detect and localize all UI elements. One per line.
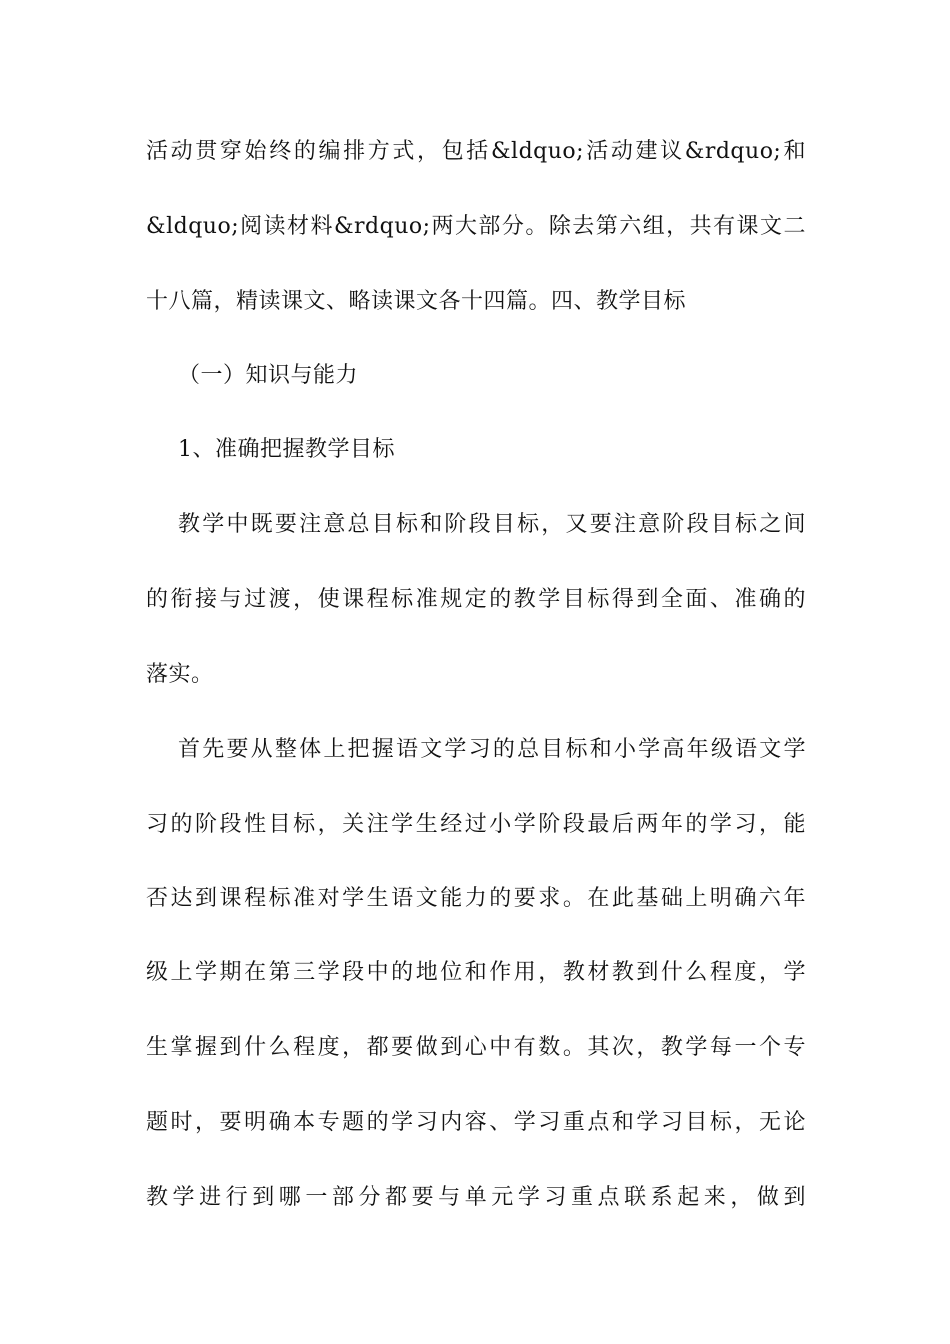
text-line-3: 十八篇，精读课文、略读课文各十四篇。四、教学目标 <box>146 289 687 314</box>
text-line-2: &ldquo;阅读材料&rdquo;两大部分。除去第六组，共有课文二 <box>146 214 806 239</box>
text-line-7: 的衔接与过渡，使课程标准规定的教学目标得到全面、准确的 <box>146 587 806 612</box>
subsection-heading: 1、准确把握教学目标 <box>178 437 395 462</box>
text-line-11: 否达到课程标准对学生语文能力的要求。在此基础上明确六年 <box>146 886 806 911</box>
text-line-6: 教学中既要注意总目标和阶段目标，又要注意阶段目标之间 <box>178 512 806 537</box>
text-line-1: 活动贯穿始终的编排方式，包括&ldquo;活动建议&rdquo;和 <box>146 139 806 164</box>
section-heading: （一）知识与能力 <box>178 363 359 388</box>
text-line-15: 教学进行到哪一部分都要与单元学习重点联系起来，做到 <box>146 1185 806 1210</box>
text-line-9: 首先要从整体上把握语文学习的总目标和小学高年级语文学 <box>178 737 806 762</box>
text-line-8: 落实。 <box>146 662 214 687</box>
text-line-10: 习的阶段性目标，关注学生经过小学阶段最后两年的学习，能 <box>146 812 806 837</box>
text-line-12: 级上学期在第三学段中的地位和作用，教材教到什么程度，学 <box>146 960 806 985</box>
text-line-14: 题时，要明确本专题的学习内容、学习重点和学习目标，无论 <box>146 1110 806 1135</box>
text-line-13: 生掌握到什么程度，都要做到心中有数。其次，教学每一个专 <box>146 1035 806 1060</box>
